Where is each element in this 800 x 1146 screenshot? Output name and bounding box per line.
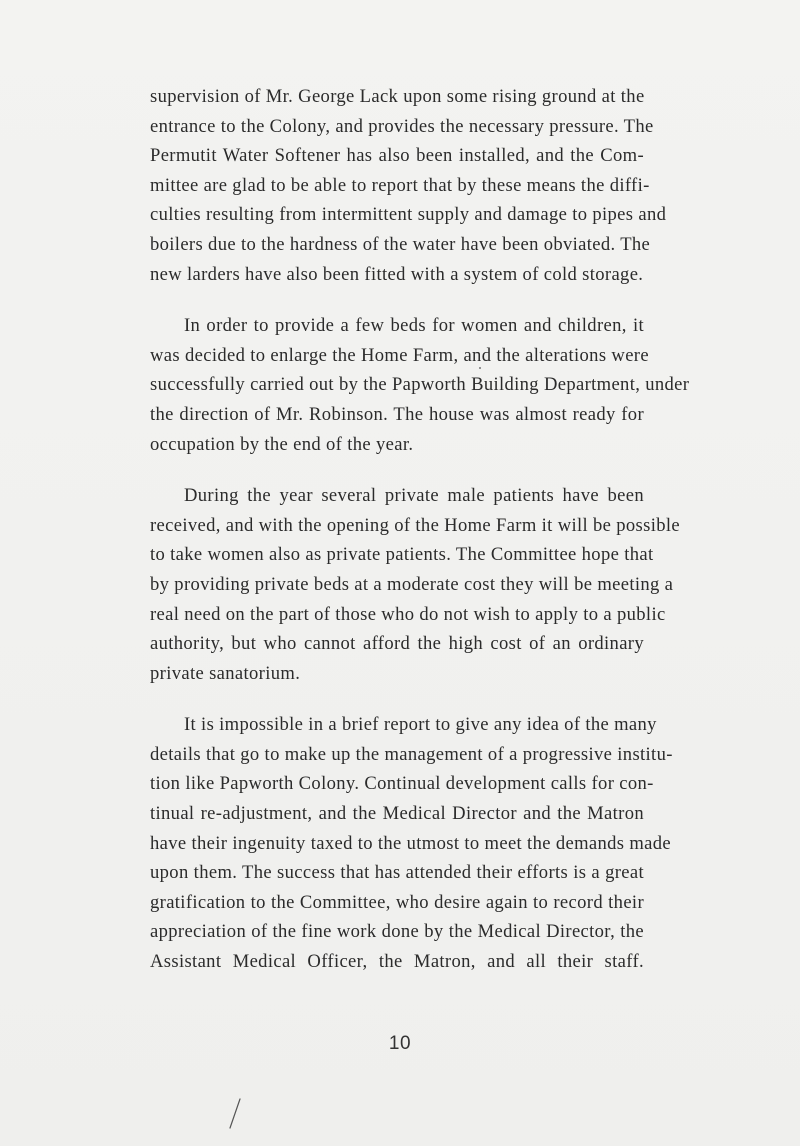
text-line: was decided to enlarge the Home Farm, and the alterations were — [150, 344, 649, 366]
text-line: tion like Papworth Colony. Continual development calls for con- — [150, 773, 654, 795]
text-line: gratification to the Committee, who desire again to record their — [150, 891, 644, 913]
text-line: supervision of Mr. George Lack upon some rising ground at the — [150, 86, 645, 107]
text-line: tinual re-adjustment, and the Medical Director and the Matron — [150, 803, 644, 825]
text-line: authority, but who cannot afford the high cost of an ordinary — [150, 633, 644, 655]
text-line: real need on the part of those who do not wish to apply to a public — [150, 603, 666, 625]
text-line: details that go to make up the management of a progressive institu- — [150, 743, 673, 765]
body-text — [150, 82, 690, 977]
text-line: In order to provide a few beds for women and children, it — [184, 315, 644, 337]
text-line: have their ingenuity taxed to the utmost to meet the demands made — [150, 832, 672, 854]
text-line: boilers due to the hardness of the water have been obviated. The — [150, 233, 651, 255]
page-number: 10 — [388, 1033, 412, 1054]
text-line: private sanatorium. — [150, 662, 301, 684]
text-line: entrance to the Colony, and provides the necessary pressure. The — [150, 115, 654, 137]
text-line: appreciation of the fine work done by the Medical Director, the — [150, 921, 644, 943]
text-line: Permutit Water Softener has also been installed, and the Com- — [150, 145, 644, 167]
text-line: occupation by the end of the year. — [150, 433, 414, 455]
paragraph-2 — [150, 311, 690, 459]
paragraph-3 — [150, 481, 681, 688]
text-line: During the year several private male patients have been — [184, 485, 644, 507]
text-line: received, and with the opening of the Home Farm it will be possible — [150, 514, 681, 536]
stray-pen-mark — [228, 1098, 242, 1130]
text-line: Assistant Medical Officer, the Matron, and all their staff. — [150, 951, 644, 973]
paragraph-1 — [150, 82, 667, 289]
text-line: mittee are glad to be able to report that by these means the diffi- — [150, 174, 650, 196]
text-line: by providing private beds at a moderate cost they will be meeting a — [150, 573, 674, 595]
ink-speck — [479, 367, 481, 369]
text-line: It is impossible in a brief report to give any idea of the many — [184, 714, 657, 736]
paragraph-4 — [150, 710, 673, 976]
text-line: culties resulting from intermittent supply and damage to pipes and — [150, 204, 667, 226]
text-line: the direction of Mr. Robinson. The house was almost ready for — [150, 403, 644, 425]
text-line: successfully carried out by the Papworth Building Department, under — [150, 374, 690, 396]
text-line: new larders have also been fitted with a system of cold storage. — [150, 263, 644, 285]
text-line: to take women also as private patients. The Committee hope that — [150, 544, 654, 566]
text-line: upon them. The success that has attended their efforts is a great — [150, 862, 644, 884]
